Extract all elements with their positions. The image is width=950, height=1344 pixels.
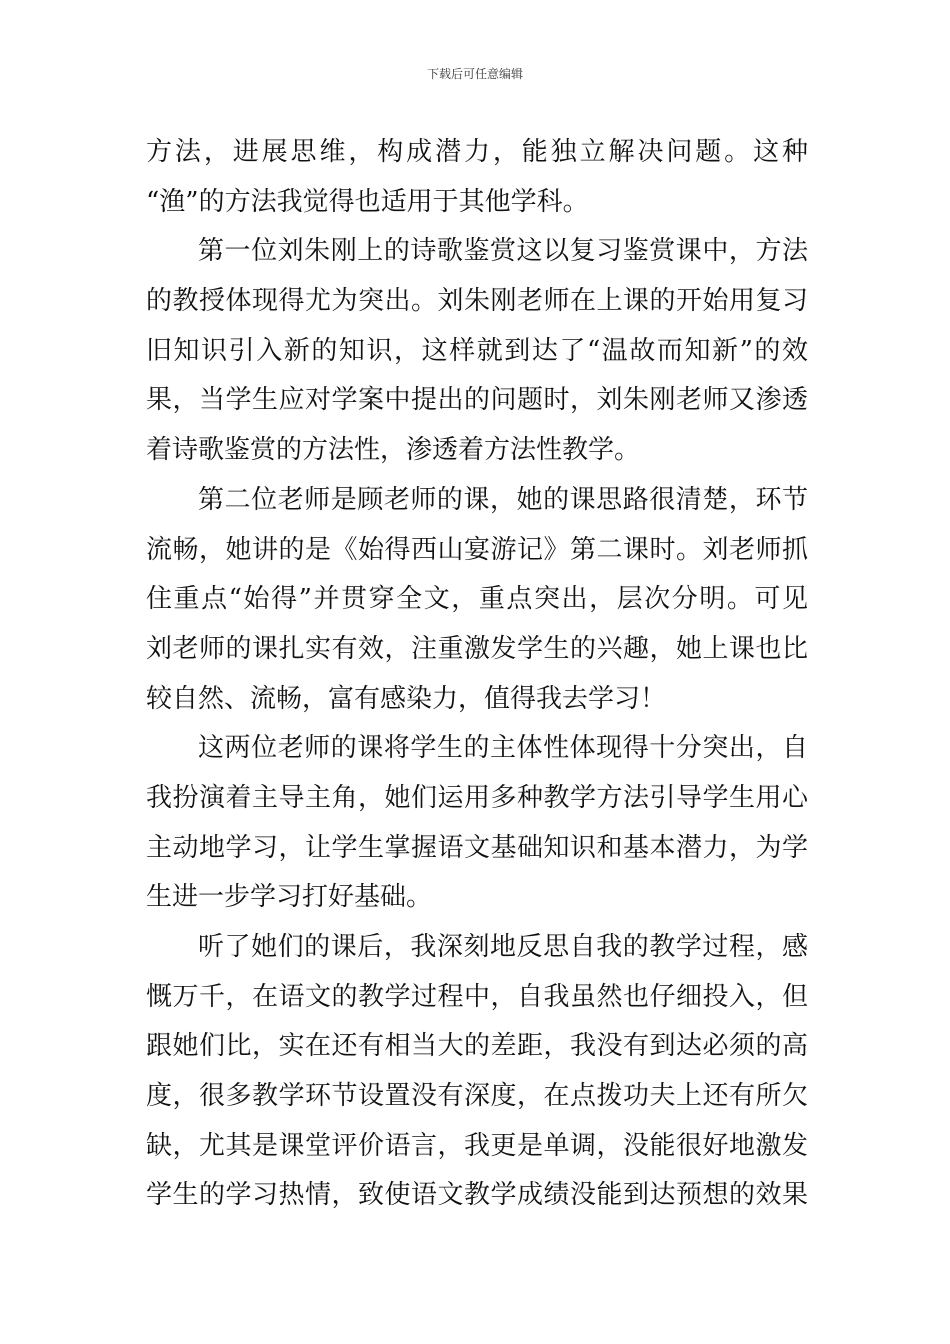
text-line: 主动地学习，让学生掌握语文基础知识和基本潜力，为学 [146, 832, 808, 863]
text-line: 方法，进展思维，构成潜力，能独立解决问题。这种 [146, 137, 808, 167]
text-line: 较自然、流畅，富有感染力，值得我去学习！ [146, 683, 667, 714]
text-line: 第一位刘朱刚上的诗歌鉴赏这以复习鉴赏课中，方法 [198, 236, 808, 267]
text-line: 的教授体现得尤为突出。刘朱刚老师在上课的开始用复习 [146, 286, 808, 317]
page-header: 下载后可任意编辑 [426, 67, 523, 81]
text-line: 慨万千，在语文的教学过程中，自我虽然也仔细投入，但 [146, 981, 808, 1012]
document-body [146, 128, 808, 1221]
text-line: 生进一步学习打好基础。 [146, 882, 433, 913]
text-line: 听了她们的课后，我深刻地反思自我的教学过程，感 [198, 932, 808, 962]
text-line: 果，当学生应对学案中提出的问题时，刘朱刚老师又渗透 [146, 385, 808, 416]
text-line: 旧知识引入新的知识，这样就到达了“温故而知新”的效 [146, 335, 808, 366]
text-line: 流畅，她讲的是《始得西山宴游记》第二课时。刘老师抓 [146, 534, 808, 565]
text-line: 刘老师的课扎实有效，注重激发学生的兴趣，她上课也比 [146, 633, 808, 664]
text-line: 缺，尤其是课堂评价语言，我更是单调，没能很好地激发 [146, 1130, 808, 1161]
text-line: 我扮演着主导主角，她们运用多种教学方法引导学生用心 [146, 782, 808, 813]
text-line: 度，很多教学环节设置没有深度，在点拨功夫上还有所欠 [146, 1081, 808, 1112]
text-line: 学生的学习热情，致使语文教学成绩没能到达预想的效果 [146, 1180, 808, 1211]
text-line: “渔”的方法我觉得也适用于其他学科。 [146, 186, 589, 217]
text-line: 着诗歌鉴赏的方法性，渗透着方法性教学。 [146, 435, 641, 466]
text-line: 跟她们比，实在还有相当大的差距，我没有到达必须的高 [146, 1031, 808, 1062]
text-line: 住重点“始得”并贯穿全文，重点突出，层次分明。可见 [146, 584, 808, 615]
text-line: 这两位老师的课将学生的主体性体现得十分突出，自 [198, 733, 808, 764]
text-line: 第二位老师是顾老师的课，她的课思路很清楚，环节 [198, 484, 808, 515]
